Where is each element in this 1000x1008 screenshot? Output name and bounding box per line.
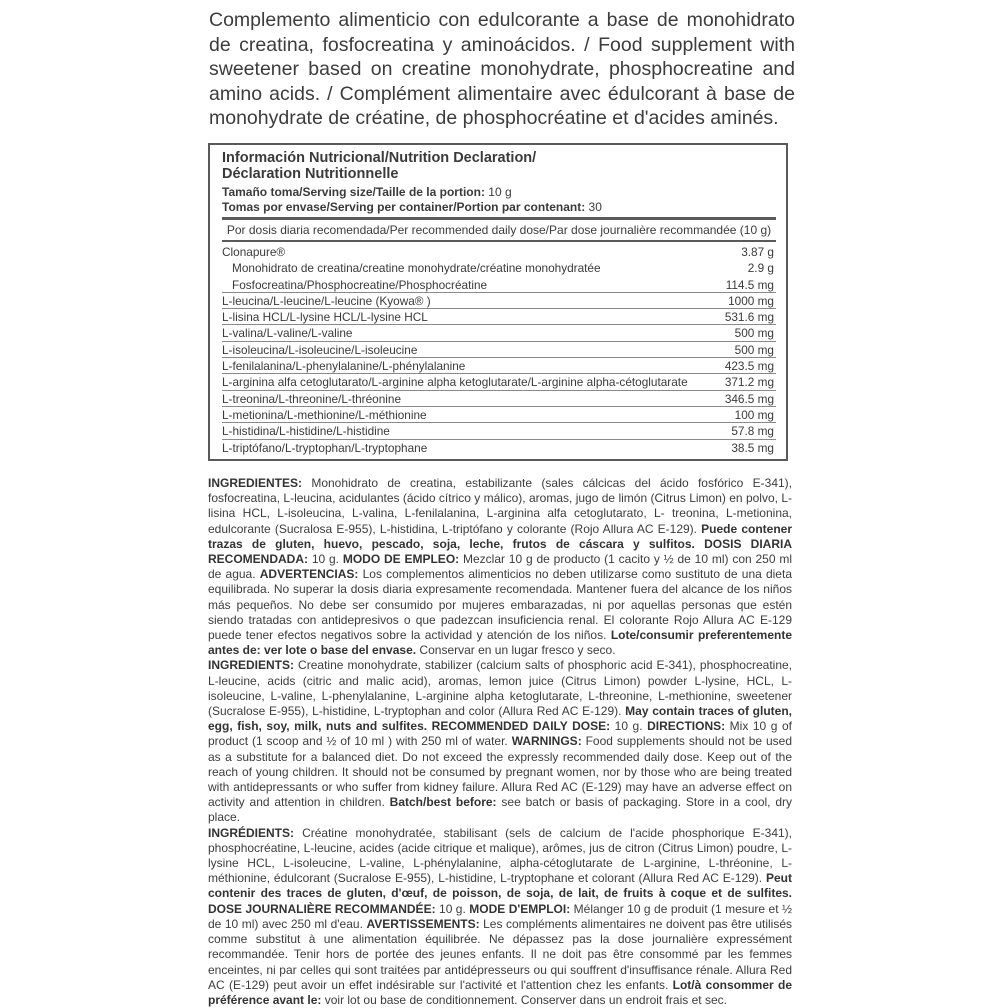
serving-size-label: Tamaño toma/Serving size/Taille de la portion: xyxy=(222,185,485,199)
ingredients-section xyxy=(208,476,792,1008)
ingredients-text: Monohidrato de creatina, estabilizante (sales cálcicas del ácido fosfórico E-341), fosfocreatina, L-leucina, acidulantes (ácido cítrico y málico), aromas, jugo de limón (Citrus Limon) en polvo, L-lisina HCL, L-isoleucina, L-valina, L-fenilalanina, L-arginina alfa cetoglutarato, L- treonina, L-metionina, edulcorante (Sucralosa E-955), L-histidina, L-triptófano y colorante (Rojo Allura AC E-129). xyxy=(208,476,792,536)
nutrient-name: L-isoleucina/L-isoleucine/L-isoleucine xyxy=(222,342,418,357)
nutrient-name: L-metionina/L-methionine/L-méthionine xyxy=(222,407,427,422)
nutrient-name: L-histidina/L-histidine/L-histidine xyxy=(222,424,390,439)
warnings-heading: ADVERTENCIAS: xyxy=(259,567,359,582)
nutrient-amount: 500 mg xyxy=(734,342,774,357)
nutrient-name: L-arginina alfa cetoglutarato/L-arginine alpha ketoglutarate/L-arginine alpha-cétoglutarate xyxy=(222,375,688,390)
divider-thick xyxy=(222,217,776,220)
nutrient-amount: 2.9 g xyxy=(747,261,774,276)
warnings-text: Los complementos alimenticios no deben utilizarse como sustituto de una dieta equilibrada. No superar la dosis diaria expresamente recomendada. Mantener fuera del alcance de los niños más pequeños. No debe ser consumido por mujeres embarazadas, ni por aquellas personas que estén siendo tratadas con antidepresivos o que padezcan insuficiencia renal. El colorante Rojo Allura AC E-129 puede tener efectos negativos sobre la actividad y atención de los niños. xyxy=(208,567,792,643)
nutrition-rows xyxy=(222,244,776,456)
directions-heading: DIRECTIONS: xyxy=(647,719,726,734)
ingredients-en xyxy=(208,658,792,825)
nutrient-row xyxy=(222,423,776,439)
storage-text: Conservar en un lugar fresco y seco. xyxy=(416,643,616,658)
storage-text: voir lot ou base de conditionnement. Conserver dans un endroit frais et sec. xyxy=(321,992,727,1007)
dose-value: 10 g. xyxy=(610,719,648,734)
allergen-dose-text: May contain traces of gluten, egg, fish, soy, milk, nuts and sulfites. RECOMMENDED DAILY DOSE: xyxy=(208,704,792,734)
nutrient-row xyxy=(222,293,776,309)
dose-value: 10 g. xyxy=(435,901,470,916)
nutrient-name: L-fenilalanina/L-phenylalanine/L-phénylalanine xyxy=(222,359,466,374)
dose-value: 10 g. xyxy=(308,552,343,567)
batch-heading: Lote/consumir preferentemente antes de: ver lote o base del envase. xyxy=(208,628,792,658)
servings-value: 30 xyxy=(588,199,602,214)
nutrient-row xyxy=(222,325,776,341)
serving-info xyxy=(222,185,602,214)
nutrient-name: L-triptófano/L-tryptophan/L-tryptophane xyxy=(222,440,428,455)
nutrient-row xyxy=(222,391,776,407)
ingredients-heading: INGREDIENTES: xyxy=(208,476,303,490)
nutrient-row xyxy=(222,260,776,276)
batch-heading: Lot/à consommer de préférence avant le: xyxy=(208,977,793,1007)
directions-heading: MODE D'EMPLOI: xyxy=(469,901,571,916)
servings-label: Tomas por envase/Serving per container/Portion par contenant: xyxy=(222,199,586,214)
nutrient-name: Clonapure® xyxy=(222,245,286,259)
nutrient-row xyxy=(222,374,776,390)
nutrient-name: L-valina/L-valine/L-valine xyxy=(222,326,353,341)
nutrition-title-line2: Déclaration Nutritionnelle xyxy=(222,166,399,182)
batch-heading: Batch/best before: xyxy=(389,795,497,810)
serving-size-value: 10 g xyxy=(488,185,512,199)
nutrient-row xyxy=(222,440,776,456)
nutrient-name: L-lisina HCL/L-lysine HCL/L-lysine HCL xyxy=(222,310,428,325)
nutrient-row xyxy=(222,244,776,260)
divider-medium xyxy=(222,240,776,242)
nutrient-amount: 57.8 mg xyxy=(731,424,774,439)
ingredients-text: Creatine monohydrate, stabilizer (calcium salts of phosphoric acid E-341), phosphocreatine, L-leucine, acids (citric and malic acid), aromas, lemon juice (Citrus Limon) powder L-lysine, HCL, L-isoleucine, L-valine, L-phenylalanine, L-arginine alpha ketoglutarate, L-threonine, L-methionine, sweetener (Sucralose E-955), L-histidine, L-tryptophan and color (Allura Red AC E-129). xyxy=(208,658,792,719)
nutrient-amount: 371.2 mg xyxy=(724,375,774,390)
nutrient-amount: 100 mg xyxy=(734,407,774,422)
nutrient-amount: 423.5 mg xyxy=(724,359,774,374)
warnings-heading: AVERTISSEMENTS: xyxy=(366,916,480,931)
directions-text: Mix 10 g of product (1 scoop and ½ of 10 ml ) with 250 ml of water. xyxy=(208,719,793,749)
nutrient-name: L-treonina/L-threonine/L-thréonine xyxy=(222,391,402,406)
warnings-heading: WARNINGS: xyxy=(511,734,582,749)
warnings-text: Food supplements should not be used as a substitute for a balanced diet. Do not exceed the expressly recommended daily dose. Keep out of the reach of young children. It should not be consumed by pregnant women, nor by those who are being treated with antidepressants or who suffer from kidney failure. Allura Red AC (E-129) may have an adverse effect on activity and attention in children. xyxy=(208,734,793,810)
directions-heading: MODO DE EMPLEO: xyxy=(342,552,460,567)
dose-header: Por dosis diaria recomendada/Per recommended daily dose/Par dose journalière recommandée (10 g) xyxy=(226,223,772,237)
ingredients-fr xyxy=(208,826,792,1008)
serving-size xyxy=(222,185,602,200)
nutrient-amount: 114.5 mg xyxy=(725,277,774,292)
directions-text: Mélanger 10 g de produit (1 mesure et ½ de 10 ml) avec 250 ml d'eau. xyxy=(208,901,793,931)
directions-text: Mezclar 10 g de producto (1 cacito y ½ de 10 ml) con 250 ml de agua. xyxy=(208,552,792,582)
nutrition-facts-panel xyxy=(208,143,788,461)
ingredients-es xyxy=(208,476,792,658)
nutrient-amount: 500 mg xyxy=(734,326,774,341)
servings-per-container xyxy=(222,200,602,215)
nutrient-name: L-leucina/L-leucine/L-leucine (Kyowa® ) xyxy=(222,293,431,308)
allergen-dose-text: Puede contener trazas de gluten, huevo, pescado, soja, leche, frutos de cáscara y sulfitos. DOSIS DIARIA RECOMENDADA: xyxy=(208,521,793,567)
nutrient-row xyxy=(222,342,776,358)
ingredients-heading: INGREDIENTS: xyxy=(208,658,295,673)
nutrition-title-line1: Información Nutricional/Nutrition Declaration/ xyxy=(222,150,537,166)
nutrient-amount: 1000 mg xyxy=(728,293,774,308)
nutrient-amount: 38.5 mg xyxy=(731,440,774,455)
nutrient-name: Monohidrato de creatina/creatine monohydrate/créatine monohydratée xyxy=(232,261,601,276)
nutrient-amount: 346.5 mg xyxy=(724,391,774,406)
nutrition-title xyxy=(222,150,536,182)
nutrient-row xyxy=(222,309,776,325)
ingredients-text: Créatine monohydratée, stabilisant (sels de calcium de l'acide phosphorique E-341), phosphocréatine, L-leucine, acides (acide citrique et malique), arômes, jus de citron (Citrus Limon) poudre, L-lysine HCL, L-isoleucine, L-valine, L-phénylalanine, alpha-cétoglutarate de L-arginine, L-thréonine, L-méthionine, édulcorant (Sucralose E-955), L-histidine, L-tryptophane et colorant (Allura Red AC E-129). xyxy=(208,825,792,886)
nutrient-name: Fosfocreatina/Phosphocreatine/Phosphocréatine xyxy=(232,277,488,292)
product-description: Complemento alimenticio con edulcorante a base de monohidrato de creatina, fosfocreatina y aminoácidos. / Food supplement with sweetener based on creatine monohydrate, phosphocreatine and amino acids. / Complément alimentaire avec édulcorant à base de monohydrate de créatine, de phosphocréatine et d'acides aminés. xyxy=(209,9,795,129)
nutrient-row xyxy=(222,407,776,423)
nutrient-amount: 531.6 mg xyxy=(724,310,774,325)
nutrient-row xyxy=(222,277,776,293)
ingredients-heading: INGRÉDIENTS: xyxy=(208,825,295,840)
warnings-text: Les compléments alimentaires ne doivent pas être utilisés comme substitut à une alimentation équilibrée. Ne dépassez pas la dose journalière expressément recommandée. Tenir hors de portée des jeunes enfants. Il ne doit pas être consommé par les femmes enceintes, ni par celles qui sont traitées par antidépresseurs ou qui souffrent d'insuffisance rénale. Allura Red AC (E-129) peut avoir un effet indésirable sur l'activité et l'attention chez les enfants. xyxy=(208,916,793,992)
storage-text: see batch or basis of packaging. Store in a cool, dry place. xyxy=(208,795,793,825)
nutrient-amount: 3.87 g xyxy=(741,245,774,259)
nutrient-row xyxy=(222,358,776,374)
allergen-dose-text: Peut contenir des traces de gluten, d'œuf, de poisson, de soja, de lait, de fruits à coque et de sulfites. DOSE JOURNALIÈRE RECOMMANDÉE: xyxy=(208,871,792,916)
